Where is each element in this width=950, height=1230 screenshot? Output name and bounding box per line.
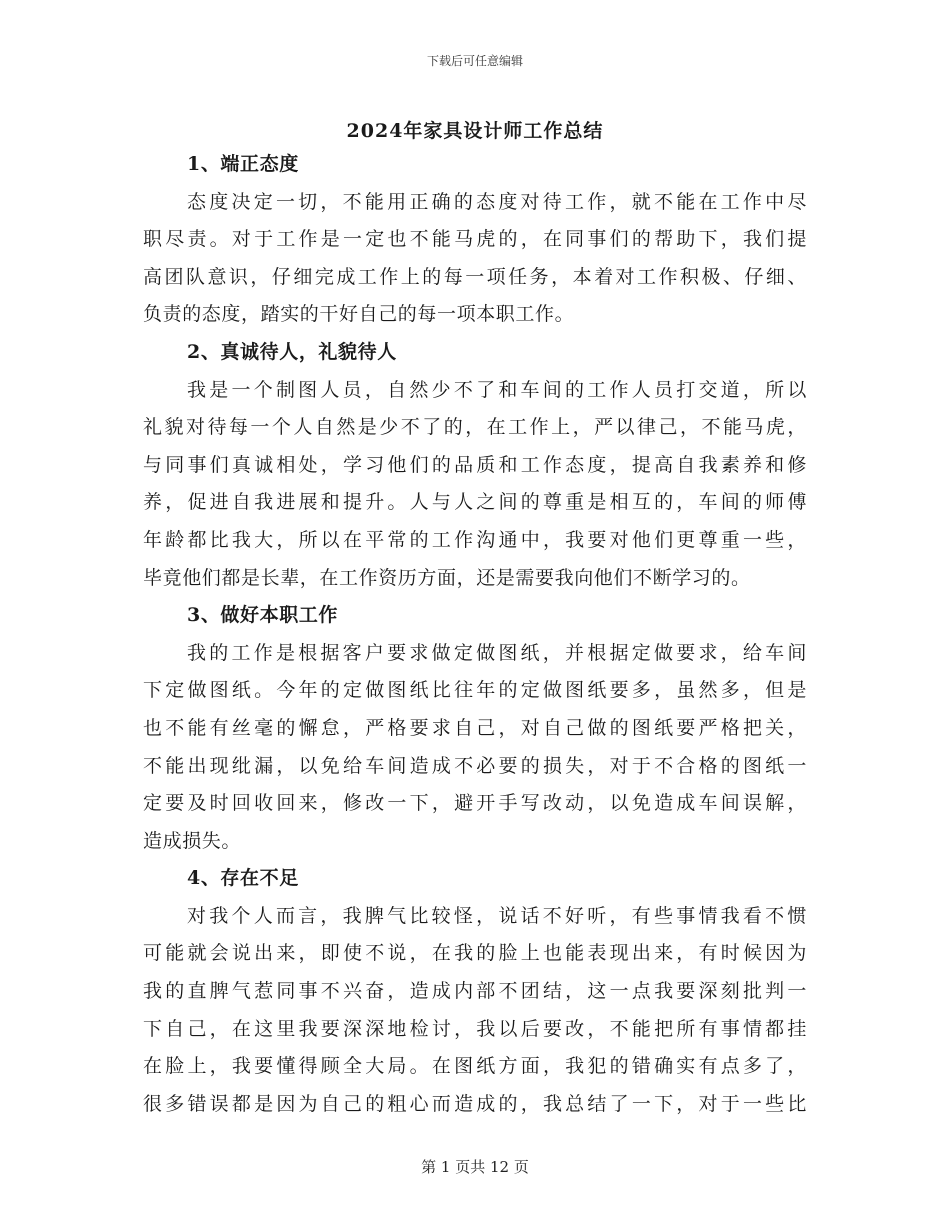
paragraph-line: 高团队意识，仔细完成工作上的每一项任务，本着对工作积极、仔细、 [143, 265, 807, 288]
paragraph-line: 下自己，在这里我要深深地检讨，我以后要改，不能把所有事情都挂 [143, 1017, 807, 1040]
paragraph-line: 我的工作是根据客户要求做定做图纸，并根据定做要求，给车间 [187, 641, 807, 664]
section-heading: 2、真诚待人，礼貌待人 [187, 340, 397, 363]
paragraph-line: 也不能有丝毫的懈怠，严格要求自己，对自己做的图纸要严格把关， [143, 716, 807, 739]
paragraph-line: 造成损失。 [143, 829, 242, 852]
paragraph-line: 毕竟他们都是长辈，在工作资历方面，还是需要我向他们不断学习的。 [143, 566, 751, 589]
paragraph-line: 很多错误都是因为自己的粗心而造成的，我总结了一下，对于一些比 [143, 1092, 807, 1115]
paragraph-line: 与同事们真诚相处，学习他们的品质和工作态度，提高自我素养和修 [143, 453, 807, 476]
paragraph-line: 负责的态度，踏实的干好自己的每一项本职工作。 [143, 303, 575, 326]
page-header: 下载后可任意编辑 [426, 54, 523, 68]
paragraph-line: 养，促进自我进展和提升。人与人之间的尊重是相互的，车间的师傅 [143, 491, 807, 514]
paragraph-line: 定要及时回收回来，修改一下，避开手写改动，以免造成车间误解， [143, 792, 807, 815]
paragraph-line: 我的直脾气惹同事不兴奋，造成内部不团结，这一点我要深刻批判一 [143, 980, 807, 1003]
section-heading: 3、做好本职工作 [187, 604, 339, 627]
paragraph-line: 年龄都比我大，所以在平常的工作沟通中，我要对他们更尊重一些， [143, 528, 807, 551]
paragraph-line: 可能就会说出来，即使不说，在我的脸上也能表现出来，有时候因为 [143, 942, 807, 965]
page-footer: 第 1 页共 12 页 [421, 1158, 529, 1176]
paragraph-line: 职尽责。对于工作是一定也不能马虎的，在同事们的帮助下，我们提 [143, 228, 807, 251]
document-body [143, 146, 807, 1123]
paragraph-line: 对我个人而言，我脾气比较怪，说话不好听，有些事情我看不惯 [187, 904, 807, 927]
paragraph-line: 礼貌对待每一个人自然是少不了的，在工作上，严以律己，不能马虎， [143, 416, 807, 439]
paragraph-line: 不能出现纰漏，以免给车间造成不必要的损失，对于不合格的图纸一 [143, 754, 807, 777]
paragraph-line: 态度决定一切，不能用正确的态度对待工作，就不能在工作中尽 [187, 190, 807, 213]
document-title: 2024年家具设计师工作总结 [346, 120, 604, 142]
section-heading: 4、存在不足 [187, 867, 299, 890]
section-heading: 1、端正态度 [187, 153, 299, 175]
paragraph-line: 下定做图纸。今年的定做图纸比往年的定做图纸要多，虽然多，但是 [143, 679, 807, 702]
paragraph-line: 我是一个制图人员，自然少不了和车间的工作人员打交道，所以 [187, 378, 807, 401]
paragraph-line: 在脸上，我要懂得顾全大局。在图纸方面，我犯的错确实有点多了， [143, 1055, 807, 1078]
